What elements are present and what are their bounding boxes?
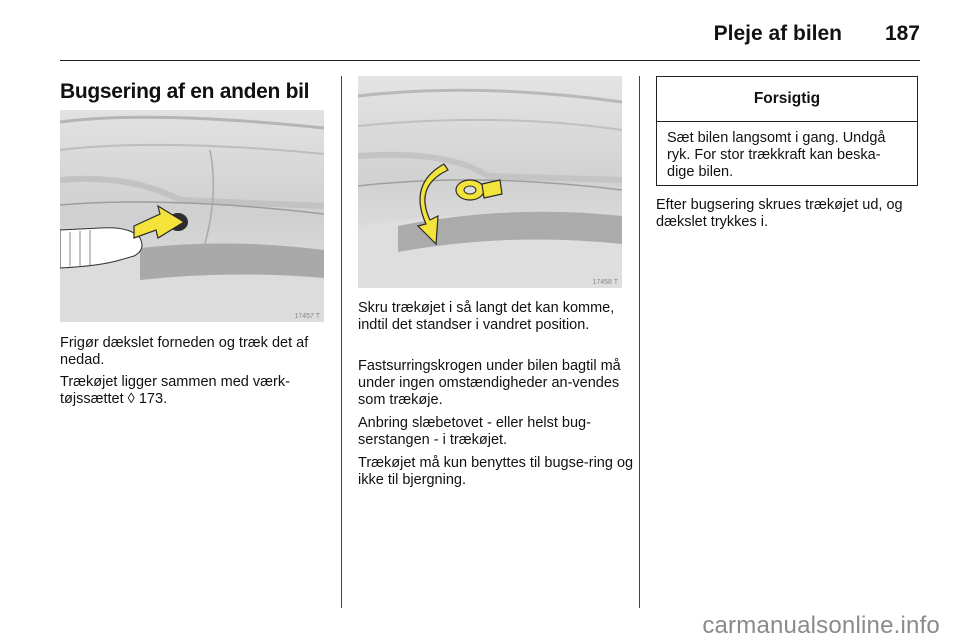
- figure-remove-cover: [60, 110, 324, 322]
- col2-paragraph-1: Skru trækøjet i så langt det kan komme, indtil det standser i vandret position.: [358, 300, 615, 333]
- tow-eye-cover-illustration: [60, 110, 324, 322]
- col1-paragraph-1: Frigør dækslet forneden og træk det af nedad.: [60, 335, 309, 368]
- column-divider-2: [639, 76, 640, 608]
- section-title: Bugsering af en anden bil: [60, 80, 310, 103]
- figure-screw-tow-eye: [358, 76, 622, 288]
- col3-paragraph: Efter bugsering skrues trækøjet ud, og dækslet trykkes i.: [656, 197, 903, 230]
- watermark: carmanualsonline.info: [702, 612, 940, 639]
- col1-paragraph-2: Trækøjet ligger sammen med værk-tøjssættet ◊ 173.: [60, 374, 290, 407]
- header-title: Pleje af bilen: [713, 22, 842, 45]
- header-rule: [60, 60, 920, 61]
- column-divider-1: [341, 76, 342, 608]
- page-number: 187: [884, 22, 920, 45]
- col2-paragraph-4: Trækøjet må kun benyttes til bugse-ring og ikke til bjergning.: [358, 455, 634, 488]
- caution-box: [656, 76, 918, 186]
- caution-title: Forsigtig: [657, 77, 917, 122]
- page-header: [0, 0, 960, 62]
- caution-text: Sæt bilen langsomt i gang. Undgå ryk. For stor trækkraft kan beska-dige bilen.: [667, 130, 886, 180]
- figure-code-2: 17458 T: [592, 279, 618, 286]
- col2-paragraph-2: Fastsurringskrogen under bilen bagtil må under ingen omstændigheder an-vendes som trækøje.: [358, 358, 621, 408]
- tow-eye-screw-in-illustration: [358, 76, 622, 288]
- col2-paragraph-3: Anbring slæbetovet - eller helst bug-serstangen - i trækøjet.: [358, 415, 591, 448]
- figure-code-1: 17457 T: [294, 313, 320, 320]
